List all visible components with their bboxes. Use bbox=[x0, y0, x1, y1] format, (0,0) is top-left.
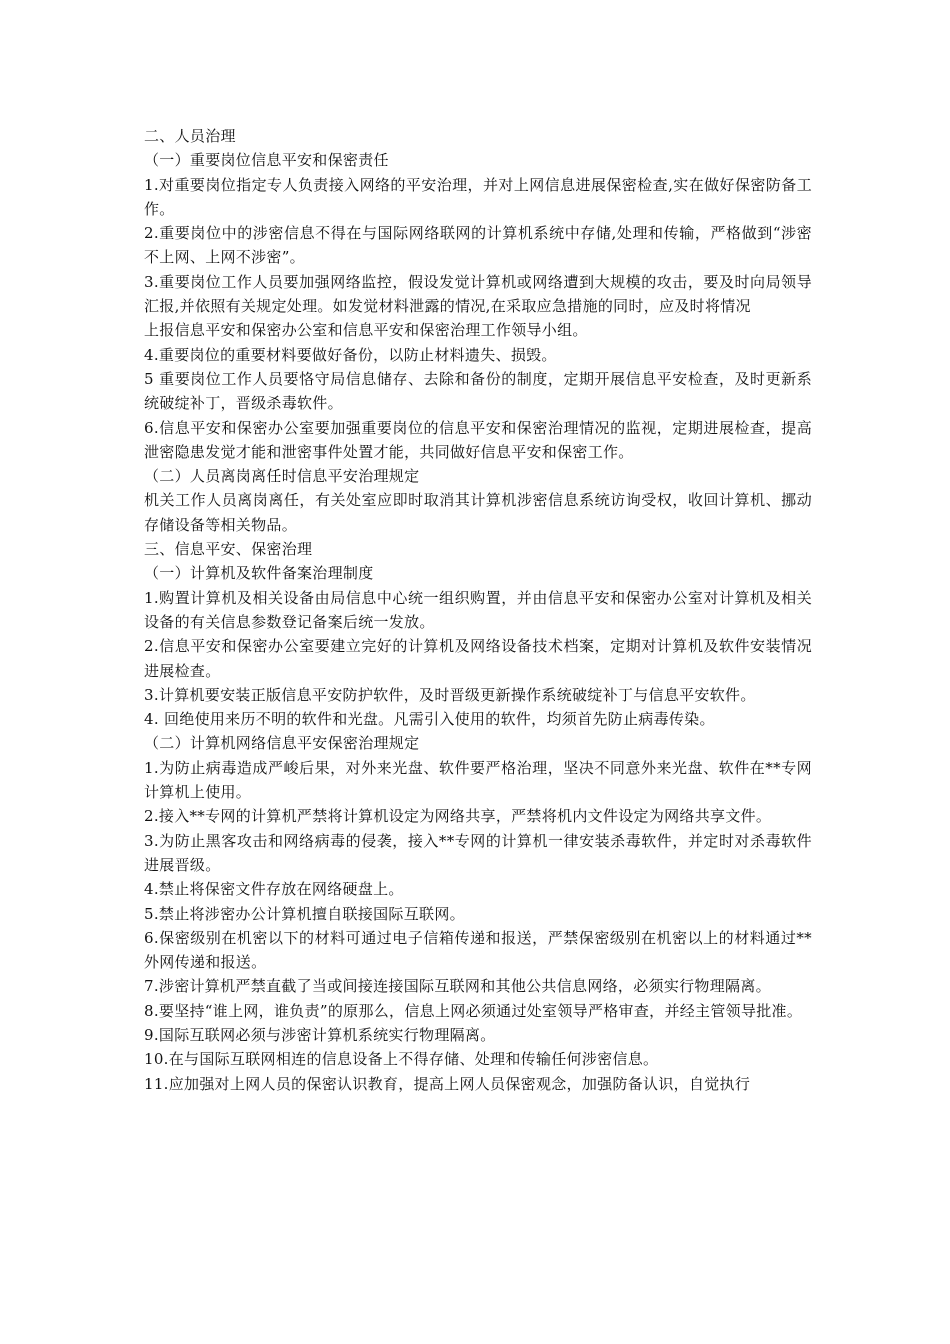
paragraph: 7.涉密计算机严禁直截了当或间接连接国际互联网和其他公共信息网络，必须实行物理隔离。 bbox=[144, 977, 771, 996]
paragraph: 11.应加强对上网人员的保密认识教育，提高上网人员保密观念，加强防备认识，自觉执行 bbox=[144, 1074, 751, 1093]
paragraph: 上报信息平安和保密办公室和信息平安和保密治理工作领导小组。 bbox=[144, 321, 588, 340]
subsection-heading-network: （二）计算机网络信息平安保密治理规定 bbox=[144, 734, 420, 753]
subsection-heading-filing: （一）计算机及软件备案治理制度 bbox=[144, 564, 374, 583]
section-heading-security: 三、信息平安、保密治理 bbox=[144, 540, 313, 559]
paragraph: 1.为防止病毒造成严峻后果，对外来光盘、软件要严格治理，坚决不同意外来光盘、软件在**专网计算机上使用。 bbox=[144, 758, 812, 802]
subsection-heading-departure: （二）人员离岗离任时信息平安治理规定 bbox=[144, 467, 420, 486]
paragraph: 机关工作人员离岗离任，有关处室应即时取消其计算机涉密信息系统访询受权，收回计算机、挪动存储设备等相关物品。 bbox=[144, 491, 812, 534]
subsection-heading-key-posts: （一）重要岗位信息平安和保密责任 bbox=[144, 151, 389, 170]
paragraph: 1.对重要岗位指定专人负责接入网络的平安治理，并对上网信息进展保密检查,实在做好保密防备工作。 bbox=[144, 175, 812, 218]
paragraph: 4.重要岗位的重要材料要做好备份，以防止材料遗失、损毁。 bbox=[144, 345, 557, 364]
paragraph: 10.在与国际互联网相连的信息设备上不得存储、处理和传输任何涉密信息。 bbox=[144, 1050, 659, 1069]
paragraph: 5 重要岗位工作人员要恪守局信息储存、去除和备份的制度，定期开展信息平安检查，及时更新系统破绽补丁，晋级杀毒软件。 bbox=[144, 369, 812, 413]
paragraph: 3.为防止黑客攻击和网络病毒的侵袭，接入**专网的计算机一律安装杀毒软件，并定时对杀毒软件进展晋级。 bbox=[144, 831, 812, 874]
paragraph: 2.接入**专网的计算机严禁将计算机设定为网络共享，严禁将机内文件设定为网络共享文件。 bbox=[144, 807, 772, 826]
paragraph: 3.计算机要安装正版信息平安防护软件，及时晋级更新操作系统破绽补丁与信息平安软件。 bbox=[144, 685, 756, 704]
paragraph: 2.信息平安和保密办公室要建立完好的计算机及网络设备技术档案，定期对计算机及软件安装情况进展检查。 bbox=[144, 637, 812, 680]
paragraph: 1.购置计算机及相关设备由局信息中心统一组织购置，并由信息平安和保密办公室对计算机及相关设备的有关信息参数登记备案后统一发放。 bbox=[144, 588, 812, 631]
paragraph: 5.禁止将涉密办公计算机擅自联接国际互联网。 bbox=[144, 904, 465, 923]
paragraph: 2.重要岗位中的涉密信息不得在与国际网络联网的计算机系统中存储,处理和传输，严格做到“涉密不上网、上网不涉密”。 bbox=[144, 224, 812, 267]
paragraph: 8.要坚持“谁上网，谁负责”的原那么，信息上网必须通过处室领导严格审查，并经主管领导批准。 bbox=[144, 1001, 803, 1020]
paragraph: 6.信息平安和保密办公室要加强重要岗位的信息平安和保密治理情况的监视，定期进展检查，提高泄密隐患发觉才能和泄密事件处置才能，共同做好信息平安和保密工作。 bbox=[144, 418, 812, 461]
paragraph: 4. 回绝使用来历不明的软件和光盘。凡需引入使用的软件，均须首先防止病毒传染。 bbox=[144, 710, 715, 729]
document-body bbox=[144, 124, 812, 1096]
section-heading-personnel: 二、人员治理 bbox=[144, 127, 236, 145]
paragraph: 3.重要岗位工作人员要加强网络监控，假设发觉计算机或网络遭到大规模的攻击，要及时向局领导汇报,并依照有关规定处理。如发觉材料泄露的情况,在采取应急措施的同时，应及时将情况 bbox=[144, 272, 812, 316]
paragraph: 6.保密级别在机密以下的材料可通过电子信箱传递和报送，严禁保密级别在机密以上的材料通过**外网传递和报送。 bbox=[144, 928, 812, 972]
paragraph: 4.禁止将保密文件存放在网络硬盘上。 bbox=[144, 880, 404, 899]
paragraph: 9.国际互联网必须与涉密计算机系统实行物理隔离。 bbox=[144, 1025, 496, 1044]
